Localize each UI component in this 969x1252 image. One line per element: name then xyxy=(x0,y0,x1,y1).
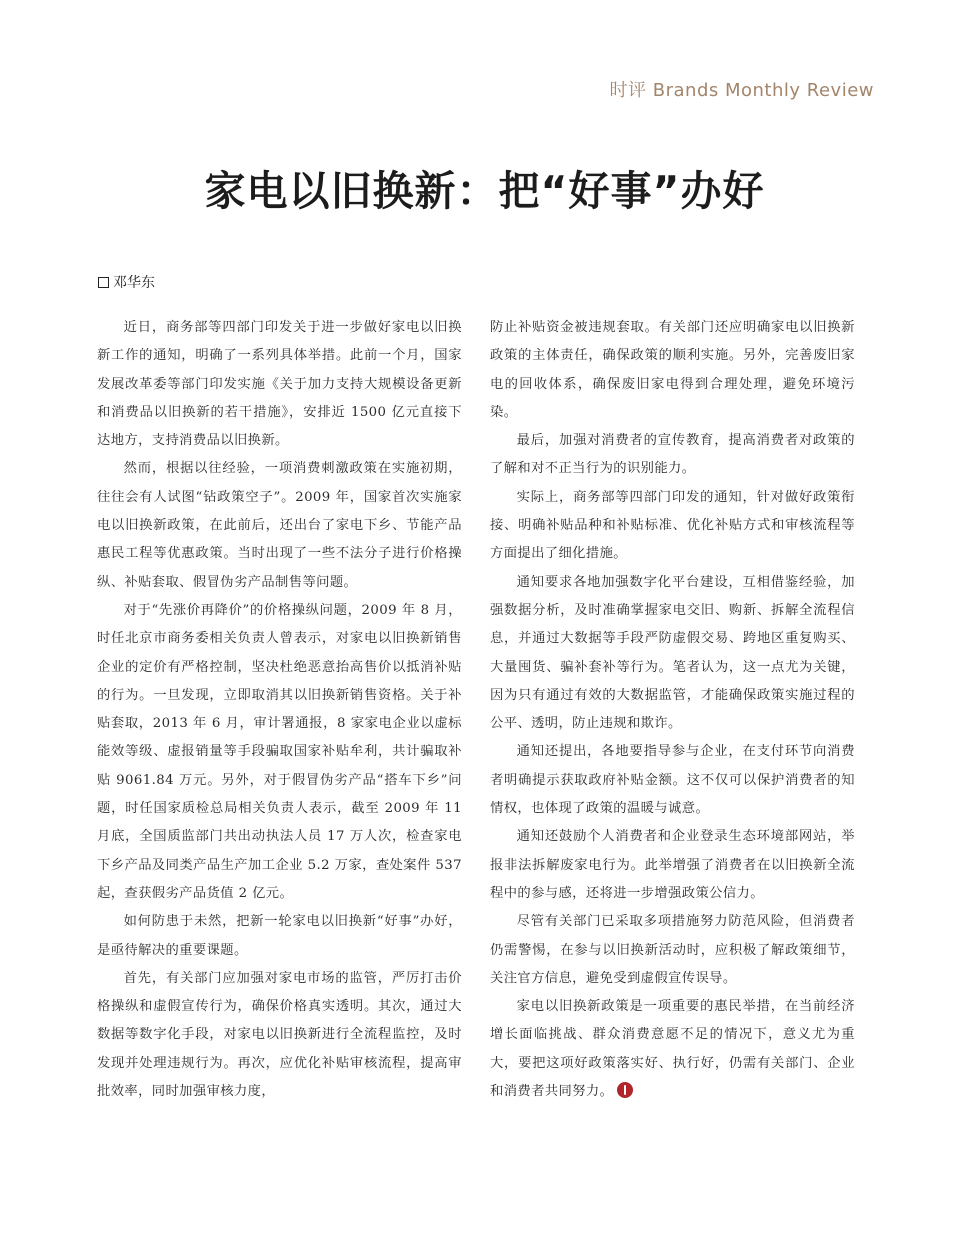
last-paragraph xyxy=(490,993,855,1106)
article-title: 家电以旧换新：把“好事”办好 xyxy=(204,167,765,215)
paragraph: 首先，有关部门应加强对家电市场的监管，严厉打击价格操纵和虚假宣传行为，确保价格真实透明。其次，通过大数据等数字化手段，对家电以旧换新进行全流程监控，及时发现并处理违规行为。再次，应优化补贴审核流程，提高审批效率，同时加强审核力度， xyxy=(97,970,462,1100)
paragraph: 通知还鼓励个人消费者和企业登录生态环境部网站，举报非法拆解废家电行为。此举增强了消费者在以旧换新全流程中的参与感，还将进一步增强政策公信力。 xyxy=(490,829,855,901)
paragraph-text: 家电以旧换新政策是一项重要的惠民举措，在当前经济增长面临挑战、群众消费意愿不足的情况下，意义尤为重大，要把这项好政策落实好、执行好，仍需有关部门、企业和消费者共同努力。 xyxy=(490,999,855,1100)
paragraph: 然而，根据以往经验，一项消费刺激政策在实施初期，往往会有人试图“钻政策空子”。2009 年，国家首次实施家电以旧换新政策，在此前后，还出台了家电下乡、节能产品惠民工程等优惠政策。当时出现了一些不法分子进行价格操纵、补贴套取、假冒伪劣产品制售等问题。 xyxy=(97,461,462,590)
paragraph: 最后，加强对消费者的宣传教育，提高消费者对政策的了解和对不正当行为的识别能力。 xyxy=(490,433,855,477)
running-head xyxy=(610,76,874,102)
running-head-column: 时评 xyxy=(609,80,647,101)
author-name: 邓华东 xyxy=(113,275,155,291)
right-column xyxy=(490,314,855,1106)
paragraph: 尽管有关部门已采取多项措施努力防范风险，但消费者仍需警惕，在参与以旧换新活动时，应积极了解政策细节，关注官方信息，避免受到虚假宣传误导。 xyxy=(490,914,855,986)
paragraph: 如何防患于未然，把新一轮家电以旧换新“好事”办好，是亟待解决的重要课题。 xyxy=(97,914,462,958)
paragraph: 实际上，商务部等四部门印发的通知，针对做好政策衔接、明确补贴品种和补贴标准、优化补贴方式和审核流程等方面提出了细化措施。 xyxy=(490,489,855,562)
running-head-magazine: Brands Monthly Review xyxy=(652,80,874,101)
left-column xyxy=(97,314,462,1106)
end-mark-icon xyxy=(617,1082,633,1098)
byline xyxy=(98,272,155,292)
paragraph: 通知还提出，各地要指导参与企业，在支付环节向消费者明确提示获取政府补贴金额。这不仅可以保护消费者的知情权，也体现了政策的温暖与诚意。 xyxy=(490,744,855,817)
paragraph: 通知要求各地加强数字化平台建设，互相借鉴经验，加强数据分析，及时准确掌握家电交旧、购新、拆解全流程信息，并通过大数据等手段严防虚假交易、跨地区重复购买、大量囤货、骗补套补等行为。笔者认为，这一点尤为关键，因为只有通过有效的大数据监管，才能确保政策实施过程的公平、透明，防止违规和欺诈。 xyxy=(490,574,855,732)
paragraph: 近日，商务部等四部门印发关于进一步做好家电以旧换新工作的通知，明确了一系列具体举措。此前一个月，国家发展改革委等部门印发实施《关于加力支持大规模设备更新和消费品以旧换新的若干措施》，安排近 1500 亿元直接下达地方，支持消费品以旧换新。 xyxy=(97,320,462,449)
byline-box-icon xyxy=(98,277,109,288)
paragraph-continued: 防止补贴资金被违规套取。有关部门还应明确家电以旧换新政策的主体责任，确保政策的顺利实施。另外，完善废旧家电的回收体系，确保废旧家电得到合理处理，避免环境污染。 xyxy=(490,320,855,420)
paragraph: 对于“先涨价再降价”的价格操纵问题，2009 年 8 月，时任北京市商务委相关负责人曾表示，对家电以旧换新销售企业的定价有严格控制，坚决杜绝恶意抬高售价以抵消补贴的行为。一旦发现，立即取消其以旧换新销售资格。关于补贴套取，2013 年 6 月，审计署通报，8 家家电企业以虚标能效等级、虚报销量等手段骗取国家补贴牟利，共计骗取补贴 9061.84 万元。另外，对于假冒伪劣产品“搭车下乡”问题，时任国家质检总局相关负责人表示，截至 2009 年 11 月底，全国质监部门共出动执法人员 17 万人次，检查家电下乡产品及同类产品生产加工企业 5.2 万家，查处案件 537 起，查获假劣产品货值 2 亿元。 xyxy=(97,602,462,901)
